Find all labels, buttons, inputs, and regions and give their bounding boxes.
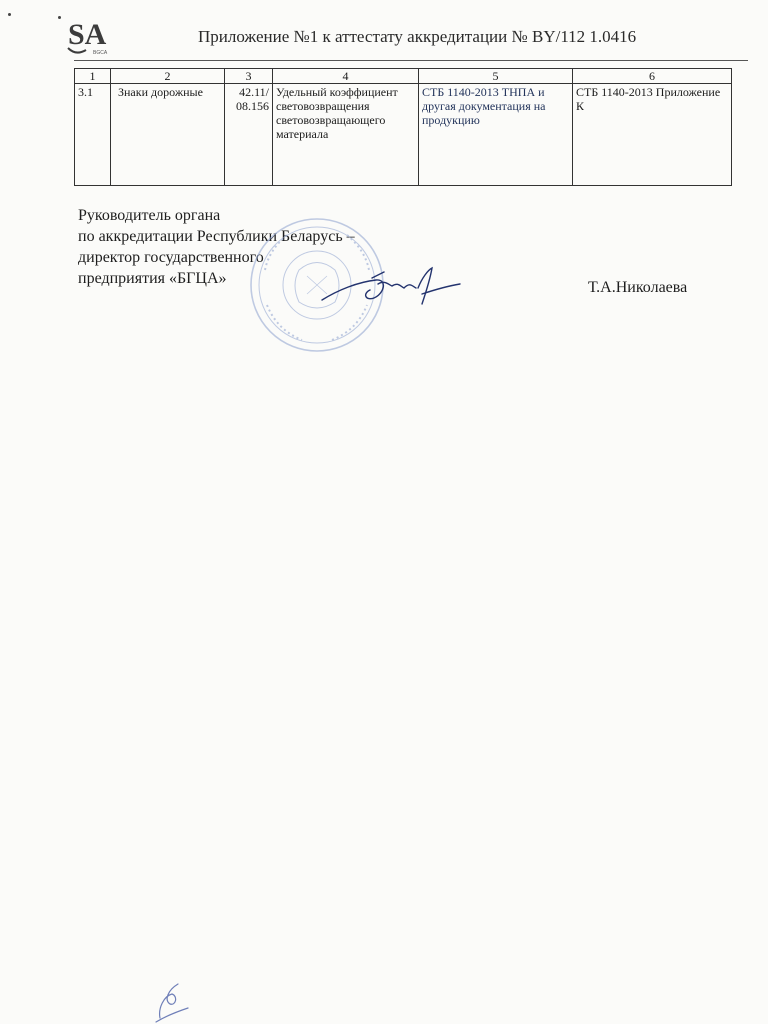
- row-number-cell: 3.1: [75, 84, 111, 186]
- method-cell: СТБ 1140-2013 Приложение К: [573, 84, 732, 186]
- column-number: 5: [419, 69, 573, 84]
- scan-speck: [58, 16, 61, 19]
- requirements-cell: СТБ 1140-2013 ТНПА и другая документация на продукцию: [419, 84, 573, 186]
- signatory-line: Руководитель органа: [78, 207, 221, 224]
- bgca-logo: [62, 14, 112, 58]
- column-number: 2: [111, 69, 225, 84]
- column-number: 4: [273, 69, 419, 84]
- code-cell: 42.11/ 08.156: [225, 84, 273, 186]
- svg-text:SA: SA: [68, 18, 107, 51]
- scan-speck: [8, 13, 11, 16]
- signatory-line: по аккредитации Республики Беларусь –: [78, 228, 355, 245]
- signatory-name: Т.А.Николаева: [588, 279, 688, 296]
- accreditation-table: [74, 68, 732, 186]
- object-cell: Знаки дорожные: [111, 84, 225, 186]
- page-title: Приложение №1 к аттестату аккредитации № BY/112 1.0416: [198, 27, 637, 46]
- column-number: 1: [75, 69, 111, 84]
- signatory-line: предприятия «БГЦА»: [78, 270, 227, 287]
- table-row: [75, 84, 732, 186]
- characteristic-cell: Удельный коэффициент световозвращения световозвращающего материала: [273, 84, 419, 186]
- handwritten-initials: [148, 978, 194, 1024]
- svg-text:BGCA: BGCA: [93, 50, 108, 56]
- handwritten-signature: [318, 264, 464, 310]
- signatory-line: директор государственного: [78, 249, 264, 266]
- table-column-numbers: [75, 69, 732, 84]
- column-number: 3: [225, 69, 273, 84]
- header-divider: [74, 60, 748, 61]
- column-number: 6: [573, 69, 732, 84]
